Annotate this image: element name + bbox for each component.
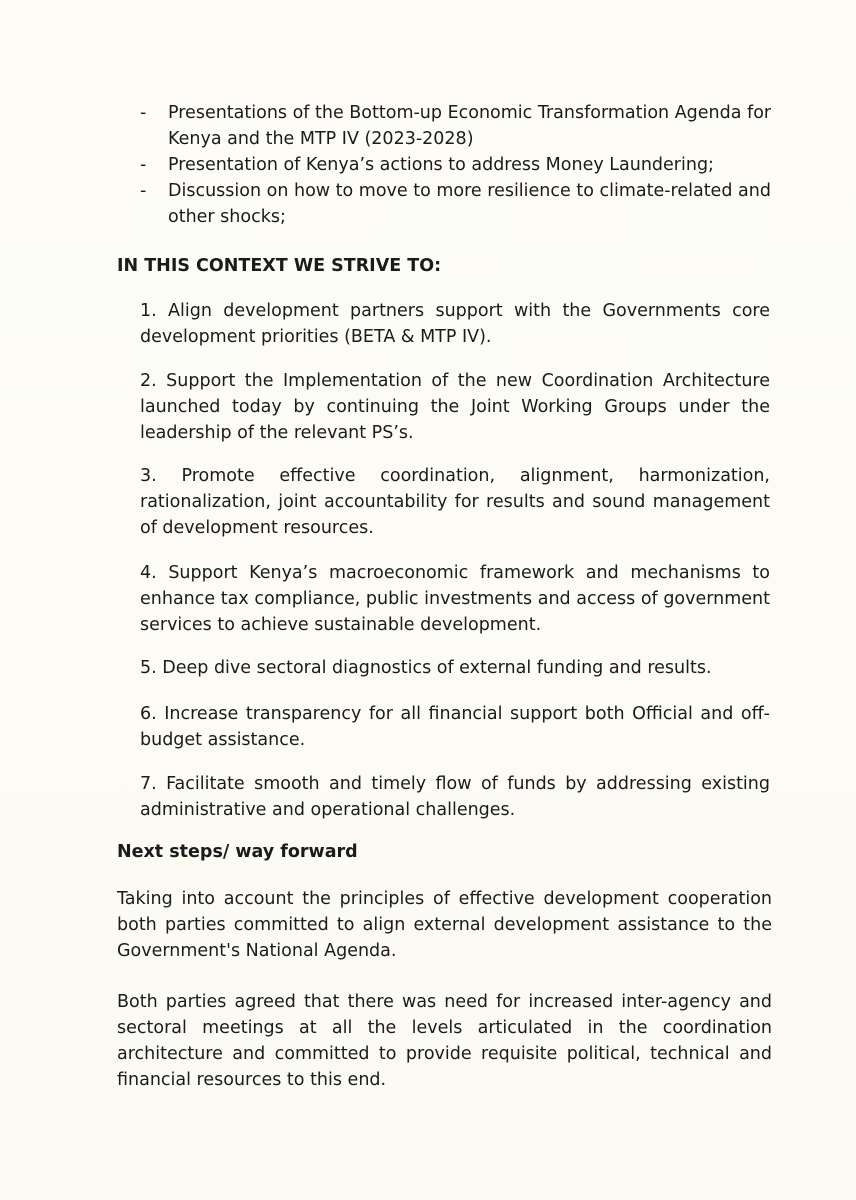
bullet-text: Presentations of the Bottom-up Economic Transformation Agenda for Kenya and the MTP IV (2023-2028) xyxy=(168,103,772,149)
agenda-bullet-list xyxy=(140,100,780,230)
strive-item-6: 6. Increase transparency for all financial support both Official and off-budget assistance. xyxy=(140,704,770,750)
section-heading: IN THIS CONTEXT WE STRIVE TO: xyxy=(117,256,442,276)
bullet-dash: - xyxy=(140,181,147,201)
bullet-item xyxy=(140,152,780,178)
bullet-item xyxy=(140,178,780,230)
next-steps-paragraph-2: Both parties agreed that there was need for increased inter-agency and sectoral meetings at all the levels articulated in the coordination architecture and committed to provide requisite political, technical and financial resources to this end. xyxy=(117,992,772,1090)
strive-item-5: 5. Deep dive sectoral diagnostics of external funding and results. xyxy=(140,658,712,678)
bullet-dash: - xyxy=(140,155,147,175)
strive-item-1: 1. Align development partners support with the Governments core development priorities (BETA & MTP IV). xyxy=(140,301,770,347)
next-steps-heading: Next steps/ way forward xyxy=(117,842,358,862)
bullet-text: Discussion on how to move to more resilience to climate-related and other shocks; xyxy=(168,181,771,227)
bullet-dash: - xyxy=(140,103,147,123)
next-steps-paragraph-1: Taking into account the principles of effective development cooperation both parties committed to align external development assistance to the Government's National Agenda. xyxy=(117,889,772,961)
strive-item-3: 3. Promote effective coordination, alignment, harmonization, rationalization, joint accountability for results and sound management of development resources. xyxy=(140,466,770,538)
strive-item-4: 4. Support Kenya’s macroeconomic framework and mechanisms to enhance tax compliance, public investments and access of government services to achieve sustainable development. xyxy=(140,563,770,635)
bullet-text: Presentation of Kenya’s actions to address Money Laundering; xyxy=(168,155,714,175)
bullet-item xyxy=(140,100,780,152)
strive-item-7: 7. Facilitate smooth and timely flow of funds by addressing existing administrative and operational challenges. xyxy=(140,774,770,820)
strive-item-2: 2. Support the Implementation of the new Coordination Architecture launched today by continuing the Joint Working Groups under the leadership of the relevant PS’s. xyxy=(140,371,770,443)
